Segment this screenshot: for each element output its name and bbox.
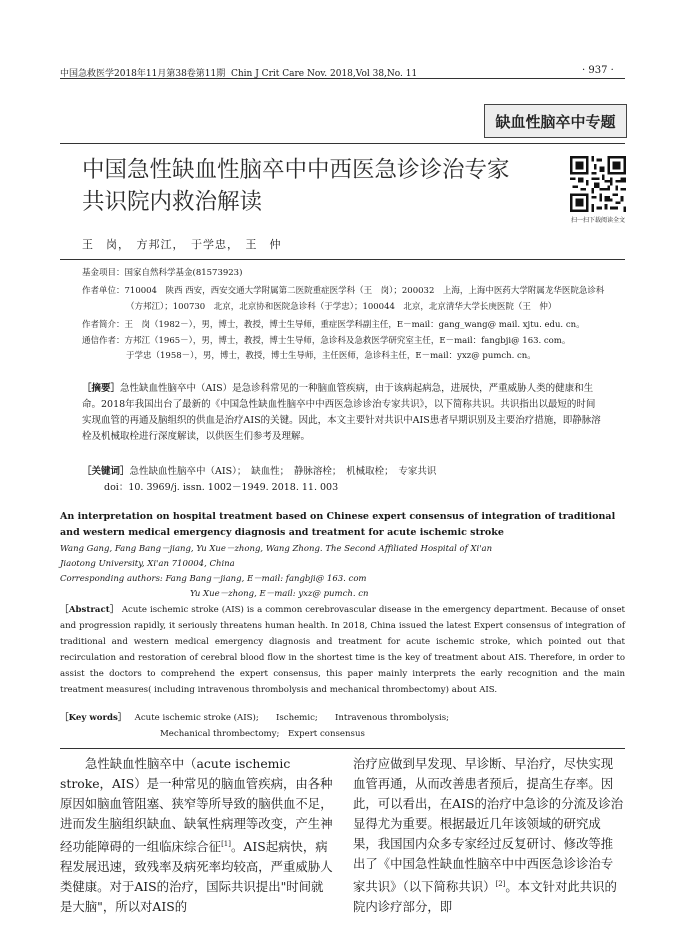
separator-authors (60, 259, 625, 260)
body-right-column (353, 754, 625, 917)
keywords-cn-label: ［关键词］ (82, 466, 130, 477)
body-left-column (60, 754, 335, 917)
body-left-cont: 。AIS起病快，病程发展迅速，致残率及病死率均较高，严重威胁人类健康。对于AIS的治疗，国际共识提出"时间就是大脑"，所以对AIS的 (60, 839, 333, 915)
english-corr-line-2: Yu Xue－zhong, E－mail: yxz@ pumch. cn (190, 589, 369, 599)
page-number: · 937 · (582, 65, 614, 76)
author-list: 王 岗， 方邦江， 于学忠， 王 仲 (82, 238, 282, 251)
abstract-cn (82, 381, 603, 445)
journal-name-en: Chin J Crit Care Nov. 2018,Vol 38,No. 11 (231, 69, 418, 79)
section-label: 缺血性脑卒中专题 (484, 104, 627, 138)
affiliation-line-2: （方邦江）；100730 北京，北京协和医院急诊科（于学忠）；100044 北京，北京清华大学长庚医院（王 仲） (126, 302, 557, 312)
body-left-ref: [1] (221, 840, 231, 848)
body-right-ref: [2] (495, 880, 506, 888)
journal-name: 中国急救医学2018年11月第38卷第11期 (60, 69, 226, 79)
affiliation-line-1: 作者单位：710004 陕西 西安，西安交通大学附属第二医院重症医学科（王 岗）；200032 上海，上海中医药大学附属龙华医院急诊科 (82, 286, 605, 296)
abstract-cn-label: ［摘要］ (82, 383, 121, 394)
qr-caption: 扫一扫下载阅读全文 (570, 217, 625, 224)
english-keywords (60, 710, 449, 726)
abstract-cn-text: 急性缺血性脑卒中（AIS）是急诊科常见的一种脑血管疾病，由于该病起病急，进展快，严重威胁人类的健康和生命。2018年我国出台了最新的《中国急性缺血性脑卒中中西医急诊诊治专家共识》，以下简称共识。共识指出以最短的时间实现血管的再通及脑组织的供血是治疗AIS的关键。因此，本文主要针对共识中AIS患者早期识别及主要治疗措施，即静脉溶栓及机械取栓进行深度解读，以供医生们参考及理解。 (82, 383, 601, 442)
body-right-text: 治疗应做到早发现、早诊断、早治疗，尽快实现血管再通，从而改善患者预后，提高生存率。因此，可以看出，在AIS的治疗中急诊的分流及诊治显得尤为重要。根据最近几年该领域的研究成果，我国国内众多专家经过反复研讨、修改等推出了《中国急性缺血性脑卒中中西医急诊诊治专家共识》（以下简称共识） (353, 756, 624, 895)
body-right-cont: 。本文针对此共识的院内诊疗部分，即 (353, 879, 617, 915)
corresponding-author-2: 于学忠（1958－），男，博士，教授，博士生导师，主任医师，急诊科主任，E－mail：yxz@ pumch. cn。 (126, 351, 536, 361)
english-authors-line-2: Jiaotong University, Xi'an 710004, China (60, 559, 235, 569)
fund-info: 基金项目：国家自然科学基金(81573923) (82, 268, 243, 278)
separator-body (60, 748, 625, 749)
english-abstract-label: ［Abstract］ (60, 605, 119, 615)
english-keywords-label: ［Key words］ (60, 713, 127, 723)
english-corr-line-1: Corresponding authors: Fang Bang－jiang, E－mail: fangbji@ 163. com (60, 574, 367, 584)
body-left-text: 急性缺血性脑卒中（acute ischemic stroke，AIS）是一种常见的脑血管疾病，由各种原因如脑血管阻塞、狭窄等所导致的脑供血不足，进而发生脑组织缺血、缺氧性病理等改变，产生神经功能障碍的一组临床综合征 (60, 756, 333, 855)
article-title (82, 154, 562, 218)
qr-code-icon[interactable] (570, 156, 626, 212)
doi: doi：10. 3969/j. issn. 1002－1949. 2018. 11. 003 (104, 482, 339, 493)
keywords-cn (82, 464, 603, 480)
corresponding-author-1: 通信作者：方邦江（1965－），男，博士，教授，博士生导师，急诊科及急救医学研究室主任，E－mail：fangbji@ 163. com。 (82, 336, 571, 346)
english-authors-line-1: Wang Gang, Fang Bang－jiang, Yu Xue－zhong, Wang Zhong. The Second Affiliated Hospital of Xi'an (60, 544, 493, 554)
keywords-cn-text: 急性缺血性脑卒中（AIS）； 缺血性； 静脉溶栓； 机械取栓； 专家共识 (129, 466, 437, 477)
author-intro: 作者简介：王 岗（1982－），男，博士，教授，博士生导师，重症医学科副主任，E－mail：gang_wang@ mail. xjtu. edu. cn。 (82, 320, 585, 330)
english-abstract (60, 602, 625, 698)
separator-top (60, 143, 625, 144)
english-keywords-line-1: Acute ischemic stroke (AIS); Ischemic; Intravenous thrombolysis; (134, 713, 450, 723)
english-keywords-line-2: Mechanical thrombectomy; Expert consensus (160, 729, 365, 739)
title-line-2: 共识院内救治解读 (82, 189, 263, 215)
title-line-1: 中国急性缺血性脑卒中中西医急诊诊治专家 (82, 157, 510, 183)
english-abstract-text: Acute ischemic stroke (AIS) is a common cerebrovascular disease in the emergency department. Because of onset and progression rapidly, it seriously threatens human health. In 2018, China issued the latest Expert consensus of integration of traditional and western medical emergency diagnosis and treatment for acute ischemic stroke, which pointed out that recirculation and restoration of cerebral blood flow in the shortest time is the key of treatment about AIS. Therefore, in order to assist the doctors to comprehend the expert consensus, this paper mainly interprets the early recognition and the main treatment measures( including intravenous thrombolysis and mechanical thrombectomy) about AIS. (60, 605, 625, 695)
english-title: An interpretation on hospital treatment based on Chinese expert consensus of integration of traditional and western medical emergency diagnosis and treatment for acute ischemic stroke (60, 511, 616, 538)
header-rule (60, 78, 625, 79)
